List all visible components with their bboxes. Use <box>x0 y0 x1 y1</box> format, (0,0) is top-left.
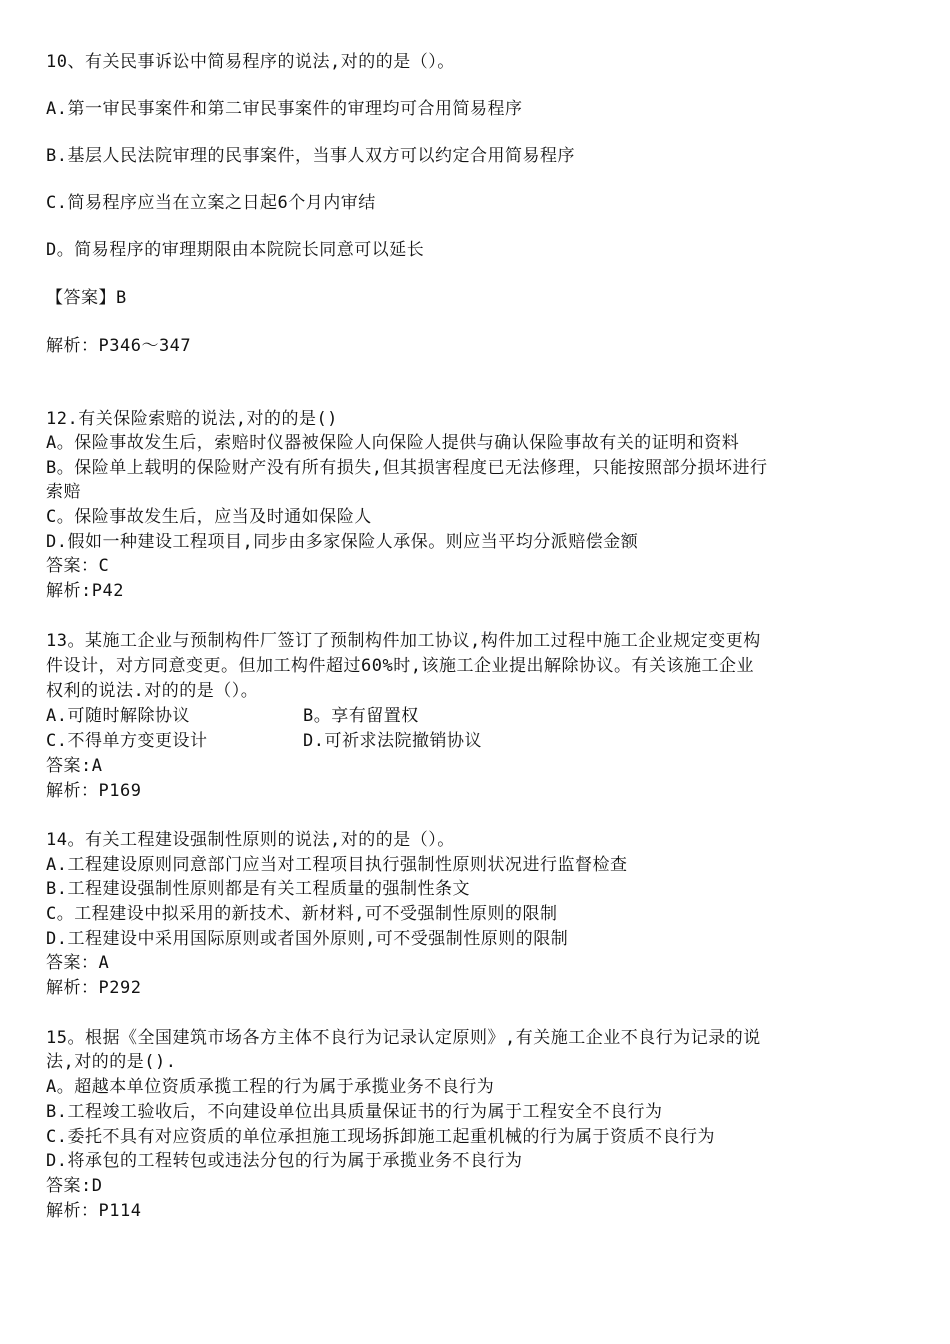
q13-stem-line3: 权利的说法.对的的是（）。 <box>46 681 259 701</box>
q14-option-b: B.工程建设强制性原则都是有关工程质量的强制性条文 <box>46 879 470 899</box>
q12-option-c: C。保险事故发生后，应当及时通如保险人 <box>46 507 372 527</box>
q12-option-d: D.假如一种建设工程项目,同步由多家保险人承保。则应当平均分派赔偿金额 <box>46 532 639 552</box>
q13-option-b: B。享有留置权 <box>303 706 419 726</box>
q14-option-d: D.工程建设中采用国际原则或者国外原则,可不受强制性原则的限制 <box>46 929 569 949</box>
q12-answer: 答案：C <box>46 556 110 576</box>
q14-stem: 14。有关工程建设强制性原则的说法,对的的是（）。 <box>46 830 455 850</box>
q10-stem: 10、有关民事诉讼中简易程序的说法,对的的是（）。 <box>46 52 455 72</box>
q15-stem-line2: 法,对的的是(). <box>46 1052 177 1072</box>
q10-option-a: A.第一审民事案件和第二审民事案件的审理均可合用简易程序 <box>46 99 523 119</box>
q10-analysis: 解析：P346～347 <box>46 336 192 356</box>
q10-option-d: D。简易程序的审理期限由本院院长同意可以延长 <box>46 240 425 260</box>
q13-stem-line2: 件设计，对方同意变更。但加工构件超过60%时,该施工企业提出解除协议。有关该施工企业 <box>46 656 754 676</box>
q12-option-a: A。保险事故发生后，索赔时仪器被保险人向保险人提供与确认保险事故有关的证明和资料 <box>46 433 740 453</box>
q13-answer: 答案:A <box>46 756 103 776</box>
q12-option-b-cont: 索赔 <box>46 482 81 502</box>
q12-stem: 12.有关保险索赔的说法,对的的是() <box>46 409 338 429</box>
q15-answer: 答案:D <box>46 1176 103 1196</box>
q13-option-c: C.不得单方变更设计 <box>46 731 208 751</box>
q15-analysis: 解析：P114 <box>46 1201 142 1221</box>
q13-option-d: D.可祈求法院撤销协议 <box>303 731 482 751</box>
q10-option-c: C.简易程序应当在立案之日起6个月内审结 <box>46 193 376 213</box>
q15-stem-line1: 15。根据《全国建筑市场各方主体不良行为记录认定原则》,有关施工企业不良行为记录的说 <box>46 1028 761 1048</box>
q13-option-a: A.可随时解除协议 <box>46 706 190 726</box>
q10-option-b: B.基层人民法院审理的民事案件，当事人双方可以约定合用简易程序 <box>46 146 575 166</box>
q13-options-row1 <box>46 704 190 728</box>
q15-option-d: D.将承包的工程转包或违法分包的行为属于承揽业务不良行为 <box>46 1151 523 1171</box>
q12-analysis: 解析:P42 <box>46 581 124 601</box>
q14-option-c: C。工程建设中拟采用的新技术、新材料,可不受强制性原则的限制 <box>46 904 558 924</box>
q14-option-a: A.工程建设原则同意部门应当对工程项目执行强制性原则状况进行监督检查 <box>46 855 628 875</box>
q15-option-b: B.工程竣工验收后，不向建设单位出具质量保证书的行为属于工程安全不良行为 <box>46 1102 663 1122</box>
q14-analysis: 解析：P292 <box>46 978 142 998</box>
q14-answer: 答案：A <box>46 953 110 973</box>
q13-analysis: 解析：P169 <box>46 781 142 801</box>
q15-option-c: C.委托不具有对应资质的单位承担施工现场拆卸施工起重机械的行为属于资质不良行为 <box>46 1127 715 1147</box>
q13-stem-line1: 13。某施工企业与预制构件厂签订了预制构件加工协议,构件加工过程中施工企业规定变更构 <box>46 631 761 651</box>
q10-answer: 【答案】B <box>46 288 127 308</box>
q15-option-a: A。超越本单位资质承揽工程的行为属于承揽业务不良行为 <box>46 1077 495 1097</box>
q12-option-b: B。保险单上载明的保险财产没有所有损失,但其损害程度已无法修理，只能按照部分损坏进行 <box>46 458 768 478</box>
